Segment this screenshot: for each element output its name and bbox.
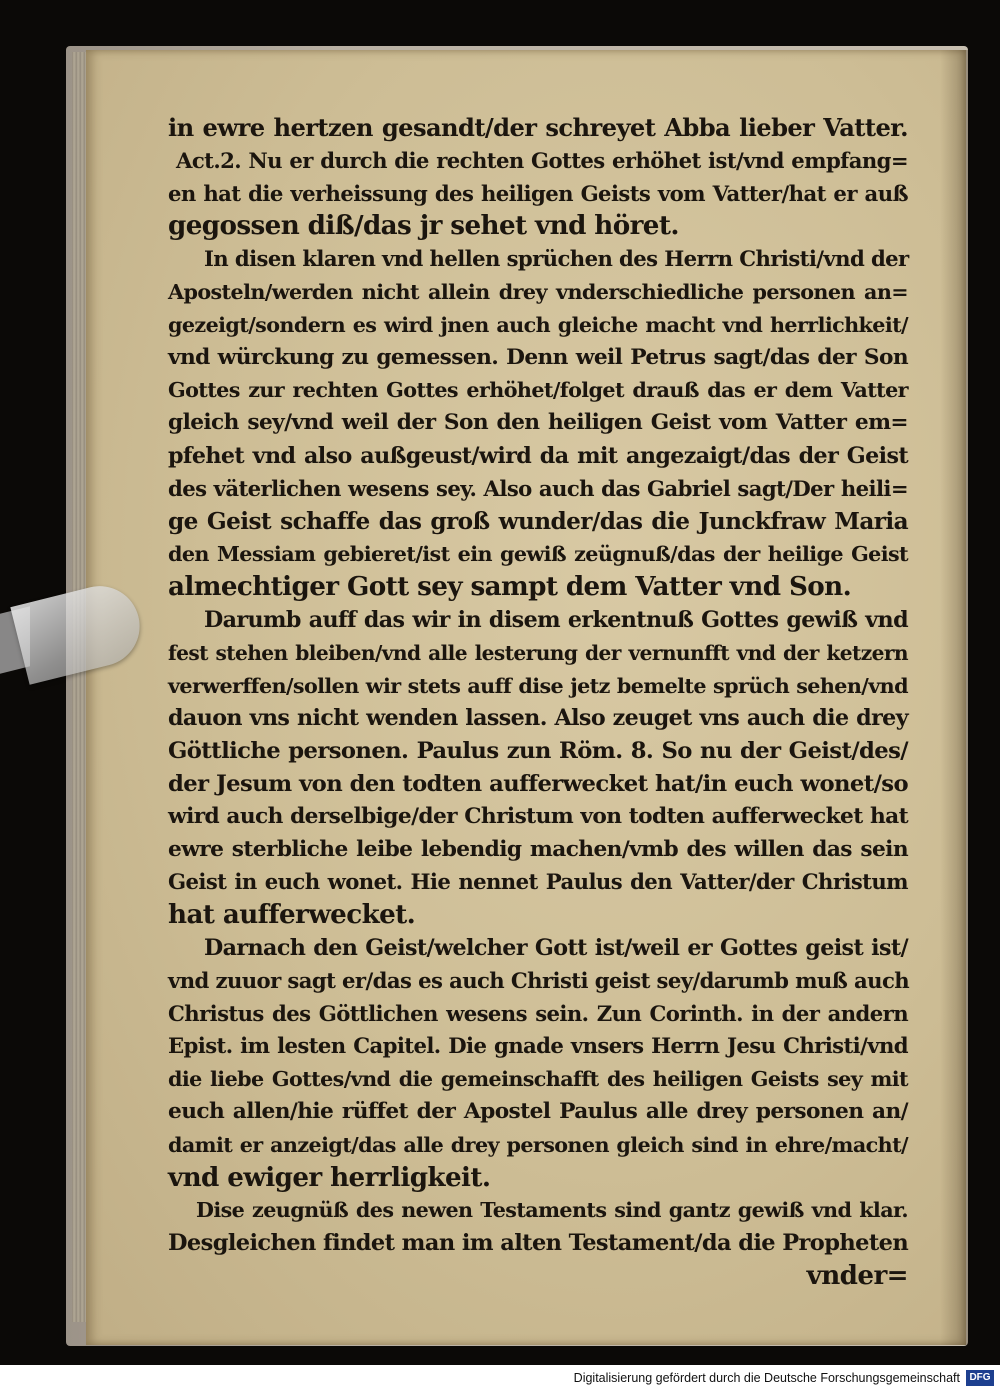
text-line: Act.2. Nu er durch die rechten Gottes erhöhet ist/vnd empfang= — [176, 147, 908, 173]
text-line: damit er anzeigt/das alle drey personen gleich sind in ehre/macht/ — [168, 1132, 908, 1157]
text-line: en hat die verheissung des heiligen Geists vom Vatter/hat er auß — [168, 180, 908, 206]
text-line: gezeigt/sondern es wird jnen auch gleiche macht vnd herrlichkeit/ — [168, 312, 908, 337]
text-line: den Messiam gebieret/ist ein gewiß zeügnuß/das der heilige Geist — [168, 542, 908, 567]
text-line: Desgleichen findet man im alten Testament/da die Propheten — [168, 1230, 909, 1257]
text-line: hat aufferwecket. — [168, 899, 416, 931]
text-line: pfehet vnd also außgeust/wird da mit angezaigt/das der Geist — [168, 442, 908, 469]
text-line: gegossen diß/das jr sehet vnd höret. — [168, 210, 679, 242]
text-line: fest stehen bleiben/vnd alle lesterung der vernunfft vnd der ketzern — [168, 640, 908, 665]
dfg-logo: DFG — [966, 1370, 994, 1386]
text-line: Christus des Göttlichen wesens sein. Zun Corinth. in der andern — [168, 1000, 908, 1026]
text-line: In disen klaren vnd hellen sprüchen des Herrn Christi/vnd der — [204, 246, 909, 272]
text-line: des väterlichen wesens sey. Also auch das Gabriel sagt/Der heili= — [168, 475, 908, 501]
text-line: in ewre hertzen gesandt/der schreyet Abba lieber Vatter. — [168, 113, 908, 142]
text-line: vnd würckung zu gemessen. Denn weil Petrus sagt/das der Son — [168, 344, 908, 370]
footer-bar — [0, 1365, 1000, 1393]
text-line: verwerffen/sollen wir stets auff dise jetz bemelte sprüch sehen/vnd — [168, 673, 908, 698]
spine-shadow — [940, 50, 968, 1345]
text-line: Geist in euch wonet. Hie nennet Paulus den Vatter/der Christum — [168, 869, 908, 895]
text-line: Darumb auff das wir in disem erkentnuß Gottes gewiß vnd — [204, 606, 908, 633]
text-line: Gottes zur rechten Gottes erhöhet/folget drauß das er dem Vatter — [168, 378, 908, 403]
funding-credit: Digitalisierung gefördert durch die Deutsche Forschungsgemeinschaft — [573, 1371, 960, 1385]
page-text — [168, 112, 908, 1293]
text-line: Aposteln/werden nicht allein drey vnderschiedliche personen an= — [168, 279, 908, 304]
text-line: vnd zuuor sagt er/das es auch Christi geist sey/darumb muß auch — [168, 967, 910, 993]
text-line: euch allen/hie rüffet der Apostel Paulus alle drey personen an/ — [168, 1098, 908, 1124]
text-line: der Jesum von den todten aufferwecket hat/in euch wonet/so — [168, 770, 908, 797]
catchword: vnder= — [806, 1259, 908, 1291]
text-line: Epist. im lesten Capitel. Die gnade vnsers Herrn Jesu Christi/vnd — [168, 1033, 908, 1059]
text-line: wird auch derselbige/der Christum von todten aufferwecket hat — [168, 803, 908, 829]
text-line: Dise zeugnüß des newen Testaments sind gantz gewiß vnd klar. — [196, 1198, 908, 1223]
text-line: vnd ewiger herrligkeit. — [168, 1161, 491, 1193]
text-line: die liebe Gottes/vnd die gemeinschafft des heiligen Geists sey mit — [168, 1067, 908, 1092]
text-line: Darnach den Geist/welcher Gott ist/weil er Gottes geist ist/ — [204, 934, 908, 961]
text-line: ge Geist schaffe das groß wunder/das die Junckfraw Maria — [168, 507, 908, 535]
text-line: ewre sterbliche leibe lebendig machen/vmb des willen das sein — [168, 836, 908, 862]
text-line: gleich sey/vnd weil der Son den heiligen Geist vom Vatter em= — [168, 410, 908, 436]
text-line: Göttliche personen. Paulus zun Röm. 8. So nu der Geist/des/ — [168, 738, 908, 765]
text-line: dauon vns nicht wenden lassen. Also zeuget vns auch die drey — [168, 705, 908, 732]
text-line: almechtiger Gott sey sampt dem Vatter vnd Son. — [168, 571, 852, 603]
